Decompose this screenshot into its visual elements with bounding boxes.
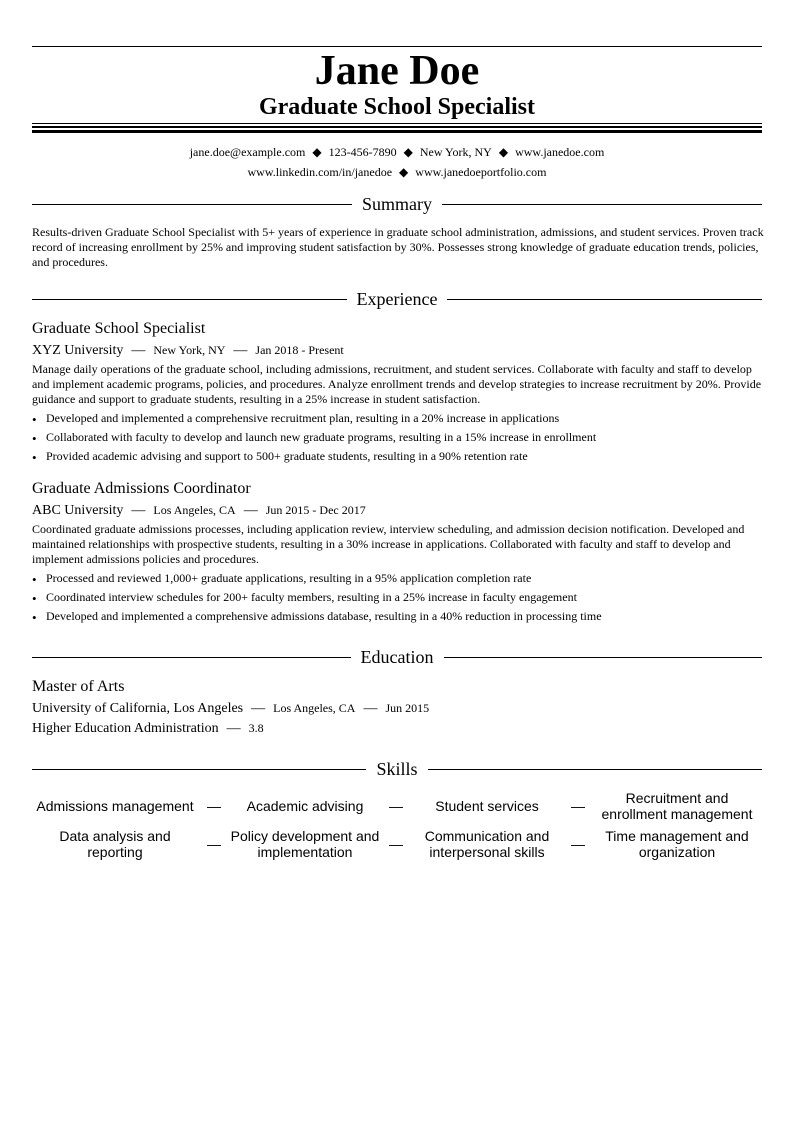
job-title: Graduate Admissions Coordinator [32,480,251,497]
skill-item: Communication and interpersonal skills [424,828,550,860]
summary-section-heading [32,193,762,215]
meta-dash: — [233,343,248,358]
job-location: Los Angeles, CA [153,503,236,517]
meta-dash: — [226,721,241,736]
job-org: XYZ University [32,343,124,358]
education-heading: Education [360,647,434,667]
education-meta [32,699,429,718]
skill-item: Student services [435,798,539,814]
gpa: 3.8 [248,721,264,735]
candidate-title: Graduate School Specialist [258,94,535,120]
job-meta [32,501,366,520]
skill-item: Policy development and implementation [230,828,380,860]
meta-dash: — [251,701,266,716]
education-field-meta [32,719,264,738]
list-item: • Provided academic advising and support to 500+ graduate students, resulting in a 90% retention rate [32,449,762,468]
job-bullets [32,571,762,628]
skill-item: Recruitment and enrollment management [601,790,753,822]
heading-rule-left [32,299,347,300]
job-description: Manage daily operations of the graduate school, including admissions, recruitment, and student services. Collaborate with faculty and staff to develop and implement academic programs, policies, and procedures. Analyze enrollment trends and develop strategies to increase recruitment by 20%. Provide guidance and support to graduate students, resulting in a 25% increase in student satisfaction. [32,362,762,406]
experience-section-heading [32,288,762,310]
list-item: • Processed and reviewed 1,000+ graduate applications, resulting in a 95% application completion rate [32,571,762,590]
list-item: • Collaborated with faculty to develop and launch new graduate programs, resulting in a 15% increase in enrollment [32,430,762,449]
list-item: • Developed and implemented a comprehensive recruitment plan, resulting in a 20% increase in applications [32,411,762,430]
graduation-date: Jun 2015 [385,701,430,715]
contact-line-1 [0,144,794,160]
meta-dash: — [131,343,146,358]
contact-email[interactable]: jane.doe@example.com [189,145,306,159]
job-bullets [32,411,762,468]
skill-dash: — [571,836,585,852]
skills-row [32,790,762,822]
header-rule-thick [32,130,762,133]
education-section-heading [32,646,762,668]
contact-portfolio[interactable]: www.janedoeportfolio.com [415,165,547,179]
contact-linkedin[interactable]: www.linkedin.com/in/janedoe [247,165,393,179]
skills-section-heading [32,758,762,780]
skill-item: Data analysis and reporting [59,828,171,860]
job-dates: Jan 2018 - Present [255,343,344,357]
skill-item: Academic advising [246,798,364,814]
skill-item: Admissions management [36,798,194,814]
separator-diamond: ◆ [399,165,409,179]
job-org: ABC University [32,503,124,518]
candidate-name: Jane Doe [314,48,480,94]
job-location: New York, NY [153,343,226,357]
separator-diamond: ◆ [403,145,413,159]
skills-heading: Skills [376,759,418,779]
experience-heading: Experience [356,289,438,309]
header-rule-mid [32,126,762,128]
skill-dash: — [389,836,403,852]
school-name: University of California, Los Angeles [32,701,244,716]
meta-dash: — [363,701,378,716]
skill-dash: — [207,836,221,852]
meta-dash: — [243,503,258,518]
job-meta [32,341,344,360]
field-of-study: Higher Education Administration [32,721,219,736]
degree-title: Master of Arts [32,678,125,695]
heading-rule-right [444,657,763,658]
skill-dash: — [571,798,585,814]
skill-item: Time management and organization [605,828,749,860]
separator-diamond: ◆ [498,145,509,159]
skill-dash: — [389,798,403,814]
list-item: • Developed and implemented a comprehensive admissions database, resulting in a 40% reduction in processing time [32,609,762,628]
heading-rule-right [428,769,762,770]
heading-rule-left [32,204,352,205]
heading-rule-right [442,204,762,205]
skills-row [32,826,762,862]
contact-line-2 [0,164,794,180]
skill-dash: — [207,798,221,814]
meta-dash: — [131,503,146,518]
skills-grid [32,790,762,862]
school-location: Los Angeles, CA [273,701,356,715]
header-rule-thin [32,123,762,124]
separator-diamond: ◆ [312,145,322,159]
contact-phone[interactable]: 123-456-7890 [328,145,397,159]
heading-rule-right [447,299,762,300]
heading-rule-left [32,769,366,770]
summary-heading: Summary [362,194,432,214]
contact-location: New York, NY [419,145,492,159]
contact-website[interactable]: www.janedoe.com [515,145,605,159]
summary-text: Results-driven Graduate School Specialist with 5+ years of experience in graduate school administration, admissions, and student services. Proven track record of increasing enrollment by 25% and improving student satisfaction by 30%. Possesses strong knowledge of graduate education trends, policies, and procedures. [32,225,764,269]
heading-rule-left [32,657,351,658]
job-description: Coordinated graduate admissions processes, including application review, interview scheduling, and admission decision notification. Developed and maintained relationships with prospective students, resulting in a 30% increase in applications. Collaborated with faculty and staff to develop and implement admissions policies and procedures. [32,522,745,566]
job-title: Graduate School Specialist [32,320,206,337]
job-dates: Jun 2015 - Dec 2017 [265,503,366,517]
list-item: • Coordinated interview schedules for 200+ faculty members, resulting in a 25% increase in faculty engagement [32,590,762,609]
